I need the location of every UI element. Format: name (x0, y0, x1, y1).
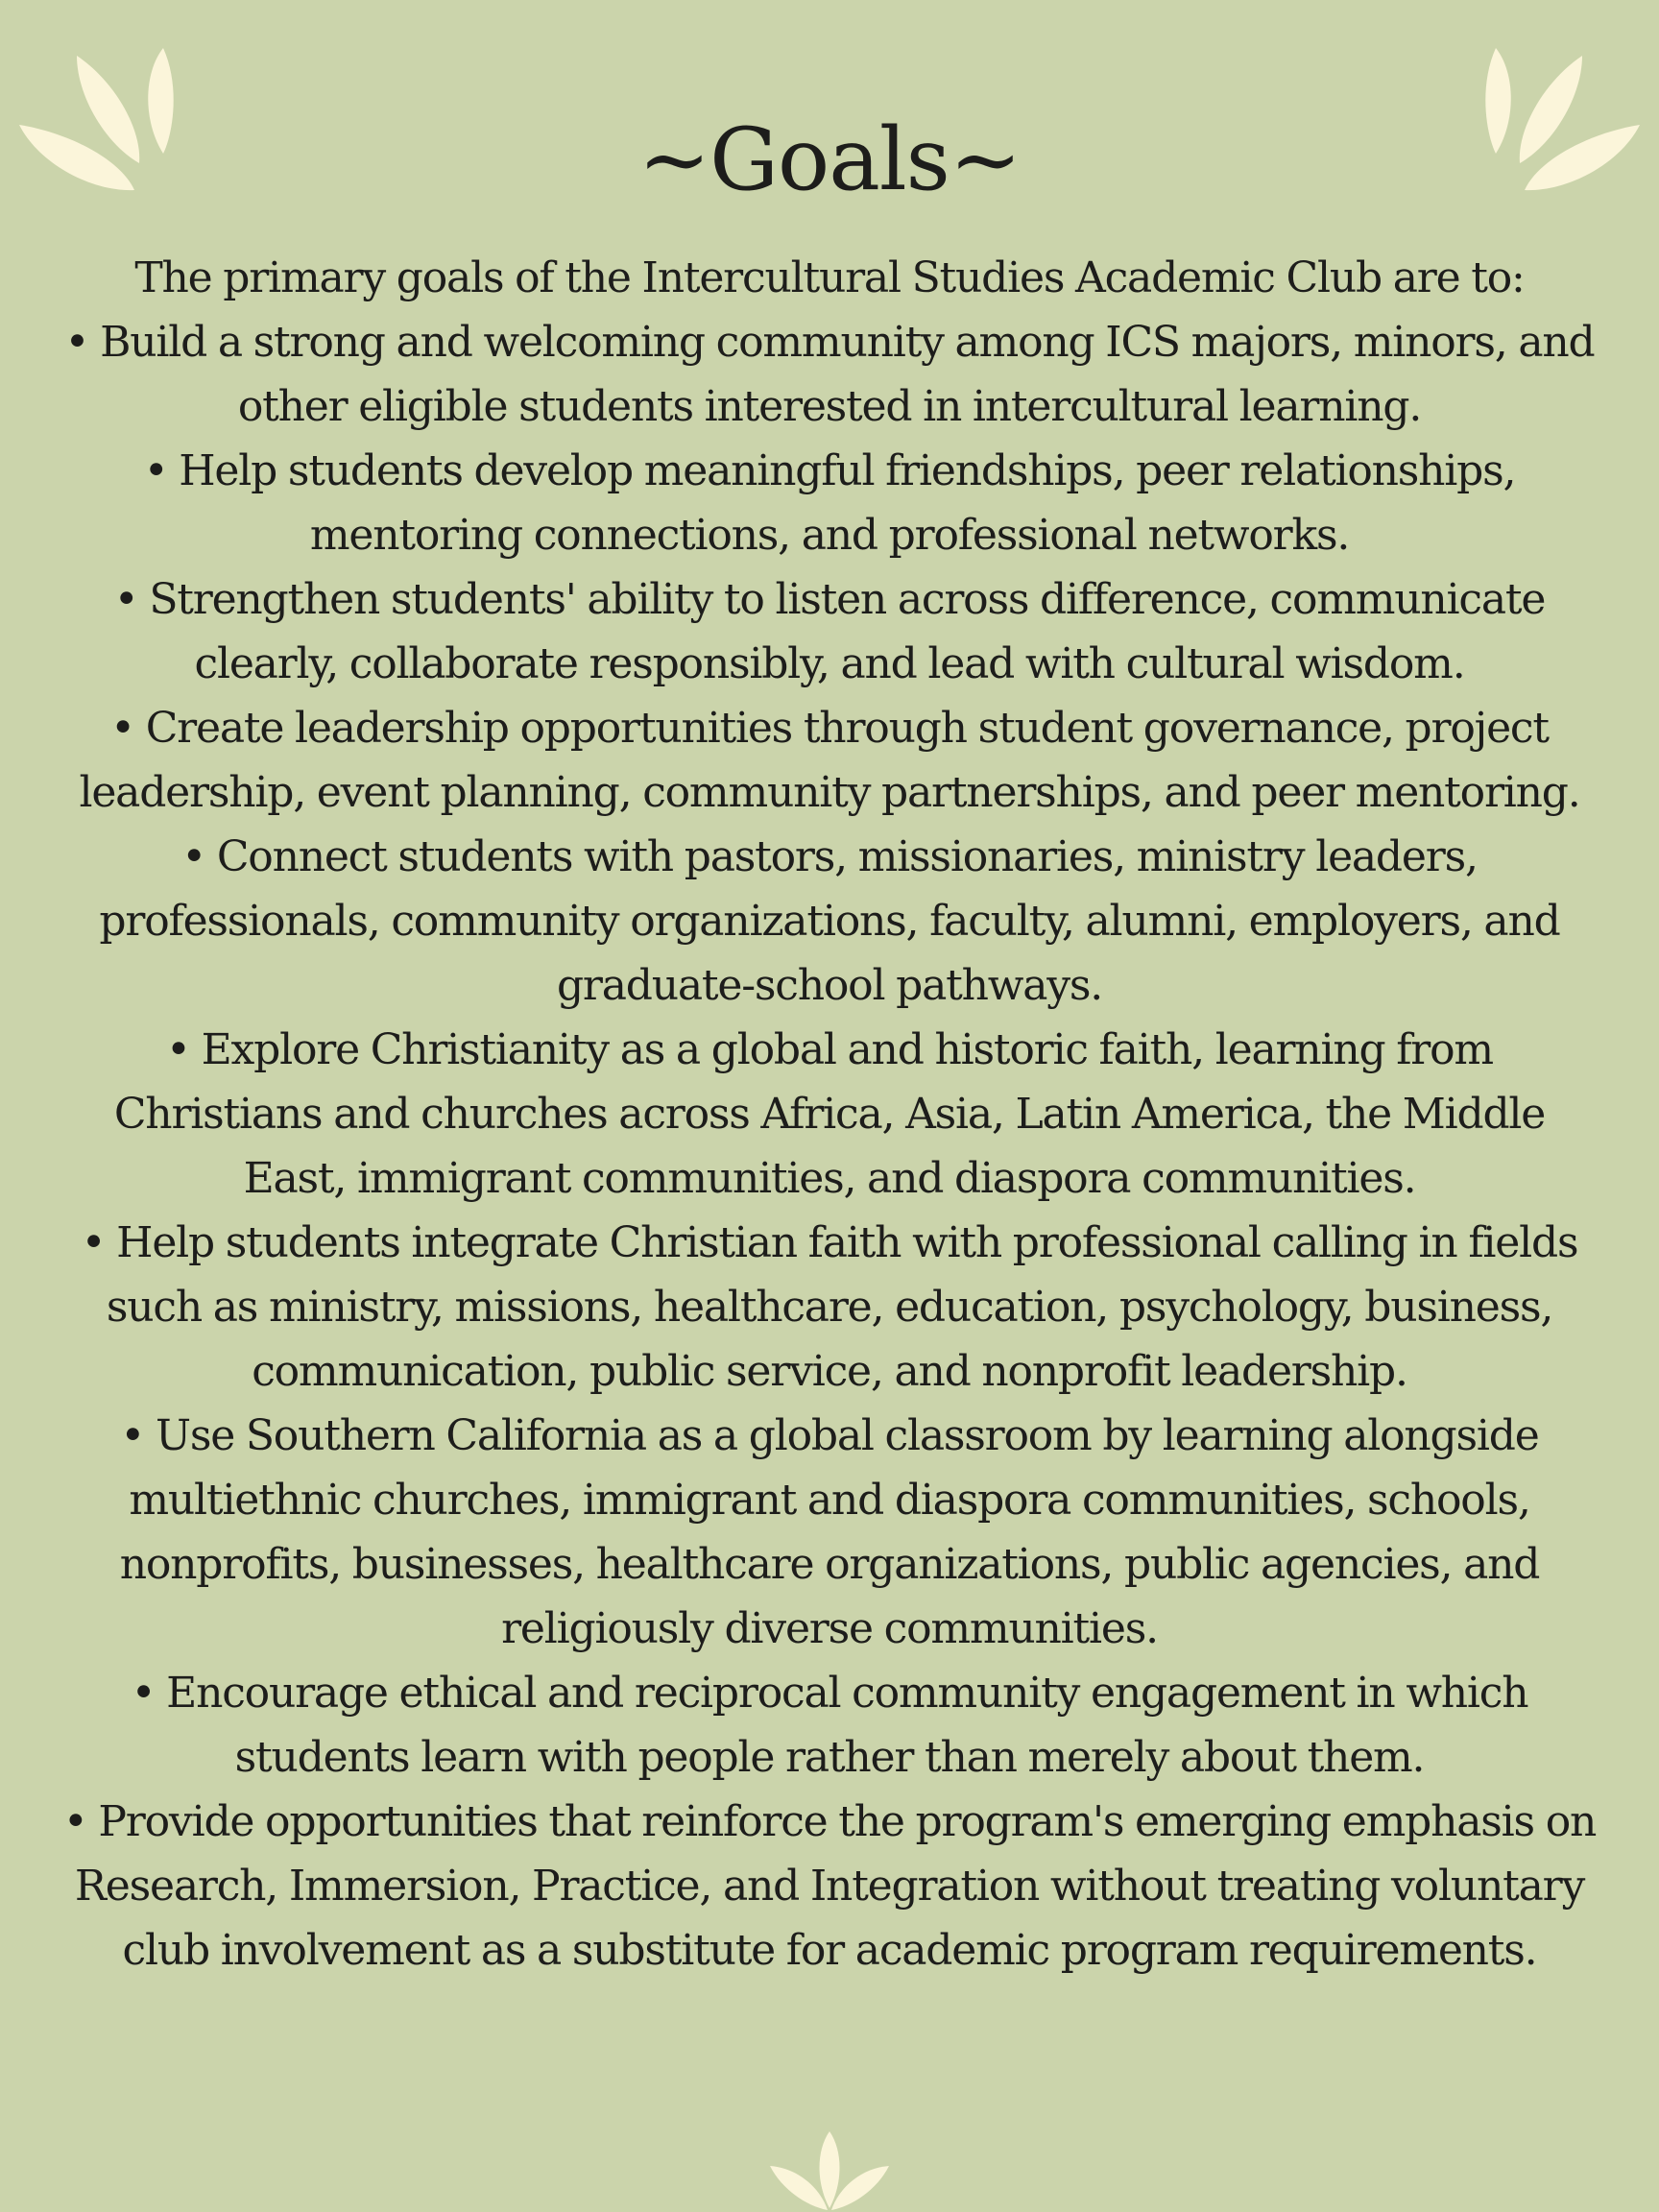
bullet-icon: • (120, 1411, 145, 1460)
intro-text: The primary goals of the Intercultural Studies Academic Club are to: (134, 253, 1525, 302)
goal-item (61, 825, 1598, 1018)
bullet-icon: • (181, 832, 206, 881)
bullet-icon: • (64, 318, 89, 367)
goal-item (61, 696, 1598, 825)
goal-item (61, 1018, 1598, 1211)
bullet-icon: • (143, 446, 168, 495)
goal-text: Help students develop meaningful friendships, peer relationships, mentoring connections, and professional networks. (179, 446, 1516, 560)
goal-text: Build a strong and welcoming community among ICS majors, minors, and other eligible students interested in intercultural learning. (100, 318, 1595, 431)
goal-item (61, 1790, 1598, 1983)
bullet-icon: • (113, 575, 138, 624)
bullet-icon: • (62, 1797, 87, 1846)
goal-text: Create leadership opportunities through student governance, project leadership, event planning, community partnerships, and peer mentoring. (79, 704, 1580, 817)
goal-text: Provide opportunities that reinforce the program's emerging emphasis on Research, Immersion, Practice, and Integration without treating voluntary club involvement as a substitute for academic program requirements. (74, 1797, 1597, 1975)
bullet-icon: • (166, 1025, 190, 1074)
goal-item (61, 310, 1598, 439)
goals-section (61, 246, 1598, 1983)
goal-item (61, 1404, 1598, 1661)
goal-item (61, 439, 1598, 567)
goal-text: Help students integrate Christian faith with professional calling in fields such as ministry, missions, healthcare, education, psychology, business, communication, public service, and nonprofit leadership. (106, 1218, 1578, 1396)
bullet-icon: • (131, 1669, 156, 1718)
goal-item (61, 567, 1598, 696)
goal-text: Encourage ethical and reciprocal community engagement in which students learn with people rather than merely about them. (166, 1669, 1528, 1782)
goal-item (61, 1211, 1598, 1404)
leaf-spray-icon (753, 2124, 906, 2212)
goal-text: Use Southern California as a global classroom by learning alongside multiethnic churches, immigrant and diaspora communities, schools, nonprofits, businesses, healthcare organizations, public agencies, and religiously diverse communities. (119, 1411, 1540, 1653)
goal-text: Connect students with pastors, missionaries, ministry leaders, professionals, community organizations, faculty, alumni, employers, and graduate-school pathways. (99, 832, 1560, 1010)
bullet-icon: • (81, 1218, 106, 1267)
goal-text: Explore Christianity as a global and historic faith, learning from Christians and churches across Africa, Asia, Latin America, the Middle East, immigrant communities, and diaspora communities. (113, 1025, 1546, 1203)
goal-item (61, 1661, 1598, 1790)
page-title: ~Goals~ (637, 109, 1022, 210)
goal-text: Strengthen students' ability to listen across difference, communicate clearly, collaborate responsibly, and lead with cultural wisdom. (149, 575, 1546, 688)
bullet-icon: • (110, 704, 134, 753)
goals-list (61, 310, 1598, 1983)
